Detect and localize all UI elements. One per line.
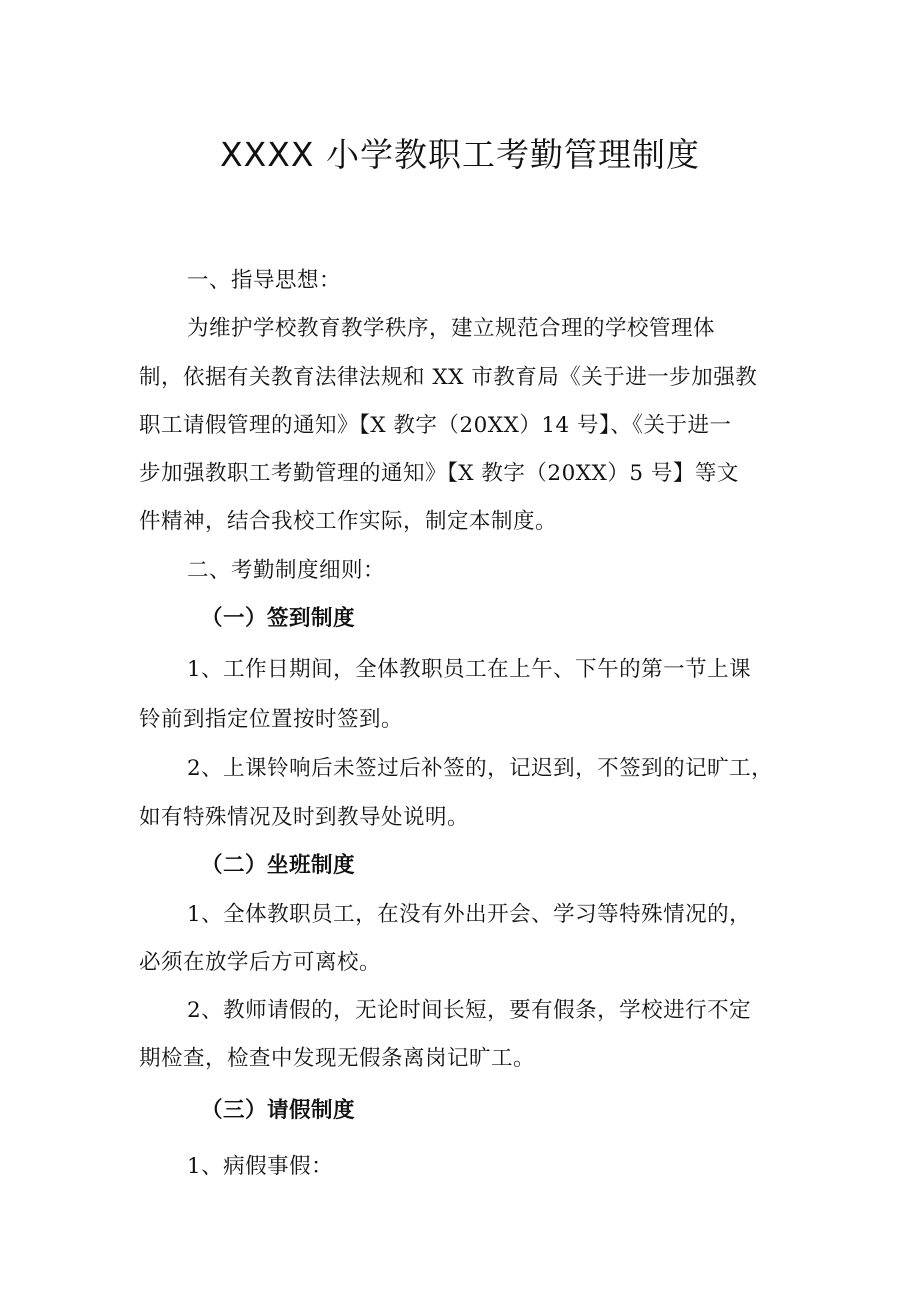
paragraph-line: 步加强教职工考勤管理的通知》【X 教字（20XX）5 号】等文 bbox=[139, 461, 739, 486]
subsection-heading-signin: （一）签到制度 bbox=[201, 606, 356, 631]
paragraph-line: 如有特殊情况及时到教导处说明。 bbox=[139, 805, 470, 830]
paragraph-line: 1、工作日期间，全体教职员工在上午、下午的第一节上课 bbox=[187, 657, 752, 682]
paragraph-line: 1、全体教职员工，在没有外出开会、学习等特殊情况的， bbox=[187, 902, 752, 927]
paragraph-line: 期检查，检查中发现无假条离岗记旷工。 bbox=[139, 1046, 536, 1071]
paragraph-line: 件精神，结合我校工作实际，制定本制度。 bbox=[139, 509, 558, 534]
paragraph-line: 为维护学校教育教学秩序，建立规范合理的学校管理体 bbox=[187, 316, 716, 341]
subsection-heading-leave: （三）请假制度 bbox=[201, 1098, 356, 1123]
paragraph-line: 2、上课铃响后未签过后补签的，记迟到，不签到的记旷工， bbox=[187, 756, 774, 781]
section-heading-attendance-rules: 二、考勤制度细则： bbox=[187, 558, 386, 583]
paragraph-line: 1、病假事假： bbox=[187, 1154, 334, 1179]
paragraph-line: 2、教师请假的，无论时间长短，要有假条，学校进行不定 bbox=[187, 998, 752, 1023]
paragraph-line: 职工请假管理的通知》【X 教字（20XX）14 号】、《关于进一 bbox=[139, 413, 732, 438]
subsection-heading-office-hours: （二）坐班制度 bbox=[201, 853, 356, 878]
paragraph-line: 铃前到指定位置按时签到。 bbox=[139, 707, 404, 732]
section-heading-guiding-thought: 一、指导思想： bbox=[187, 268, 342, 293]
paragraph-line: 制，依据有关教育法律法规和 XX 市教育局《关于进一步加强教 bbox=[139, 365, 758, 390]
document-title: XXXX 小学教职工考勤管理制度 bbox=[220, 135, 700, 174]
paragraph-line: 必须在放学后方可离校。 bbox=[139, 950, 382, 975]
